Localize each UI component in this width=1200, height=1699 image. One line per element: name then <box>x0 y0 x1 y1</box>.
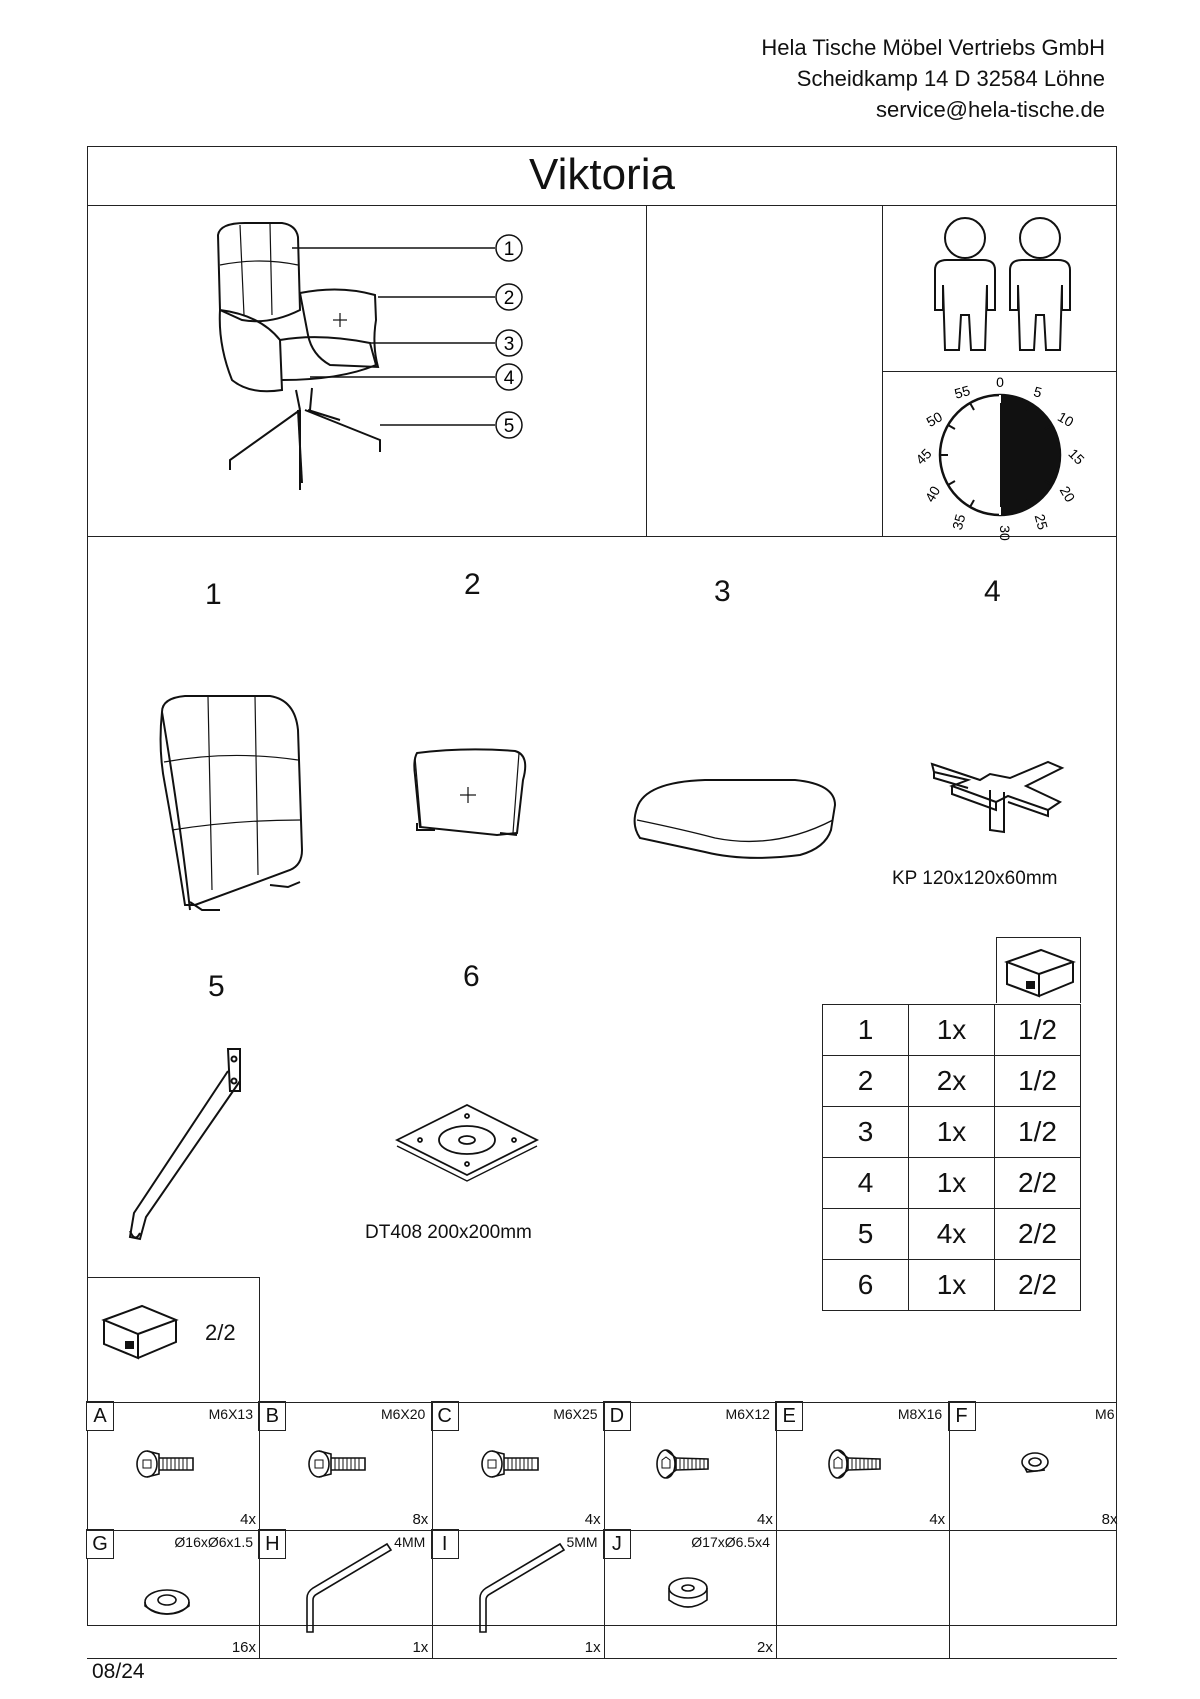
hardware-item-f <box>949 1402 1121 1530</box>
parts-table-cell-part: 6 <box>823 1260 909 1311</box>
part-leg-drawing <box>120 1045 260 1255</box>
hardware-spec: M6X12 <box>725 1406 770 1422</box>
divider <box>882 371 1117 372</box>
callout-label: 3 <box>503 334 515 355</box>
callout-label: 2 <box>503 288 515 309</box>
hardware-spec: Ø16xØ6x1.5 <box>174 1534 253 1550</box>
hardware-quantity: 4x <box>929 1511 946 1528</box>
company-address: Scheidkamp 14 D 32584 Löhne <box>796 66 1105 91</box>
divider <box>776 1402 777 1658</box>
part-cross-plate-drawing <box>930 750 1070 850</box>
part-6-caption: DT408 200x200mm <box>365 1222 532 1243</box>
timer-tick-label: 55 <box>952 382 972 402</box>
parts-table-row <box>823 1209 1081 1260</box>
hardware-item-c <box>432 1402 604 1530</box>
callout-5 <box>496 412 522 438</box>
parts-table-row <box>823 1005 1081 1056</box>
hardware-letter: C <box>431 1401 459 1431</box>
divider <box>259 1277 260 1402</box>
part-number-1: 1 <box>205 578 222 611</box>
parts-table-cell-part: 5 <box>823 1209 909 1260</box>
part-number-2: 2 <box>464 568 481 601</box>
part-number-4: 4 <box>984 575 1001 608</box>
timer-tick-label: 20 <box>1056 483 1079 505</box>
timer-tick-label: 15 <box>1065 445 1088 468</box>
divider <box>87 1658 1117 1659</box>
two-persons-icon <box>925 210 1085 360</box>
hardware-letter: D <box>603 1401 631 1431</box>
timer-tick-label: 10 <box>1054 408 1077 430</box>
hardware-letter: B <box>258 1401 286 1431</box>
parts-table-cell-qty: 1x <box>909 1005 995 1056</box>
hardware-item-i <box>432 1530 604 1658</box>
parts-table-cell-part: 2 <box>823 1056 909 1107</box>
hardware-spec: M8X16 <box>897 1406 943 1422</box>
timer-tick-label: 40 <box>921 483 944 505</box>
divider <box>87 1530 1117 1531</box>
parts-table-row <box>823 1107 1081 1158</box>
callout-label: 5 <box>503 416 515 437</box>
timer-tick-mark <box>970 500 974 507</box>
chair-back-shape <box>218 223 300 321</box>
hardware-letter: F <box>948 1401 976 1431</box>
hardware-quantity: 2x <box>757 1639 773 1656</box>
box-icon <box>100 1300 180 1364</box>
hardware-spec: M6X25 <box>553 1406 598 1422</box>
parts-table-cell-box: 1/2 <box>995 1107 1081 1158</box>
hardware-box-label: 2/2 <box>205 1320 236 1345</box>
parts-table-cell-part: 1 <box>823 1005 909 1056</box>
divider <box>87 1277 259 1278</box>
parts-table-box-header <box>996 937 1081 1003</box>
parts-table-cell-box: 1/2 <box>995 1056 1081 1107</box>
hardware-spec: M6 <box>1095 1406 1115 1422</box>
callout-4 <box>496 364 522 390</box>
parts-table-cell-part: 3 <box>823 1107 909 1158</box>
part-number-3: 3 <box>714 575 731 608</box>
parts-table <box>822 1004 1081 1311</box>
hardware-quantity: 4x <box>757 1511 773 1528</box>
divider <box>949 1402 950 1658</box>
timer-tick-label: 50 <box>923 408 946 430</box>
hardware-quantity: 4x <box>584 1511 601 1528</box>
hardware-item-d <box>604 1402 776 1530</box>
parts-table-row <box>823 1158 1081 1209</box>
callout-label: 1 <box>503 239 515 260</box>
hardware-spec: Ø17xØ6.5x4 <box>691 1534 770 1550</box>
hardware-item-a <box>87 1402 259 1530</box>
parts-table-cell-qty: 1x <box>909 1158 995 1209</box>
parts-table-cell-qty: 4x <box>909 1209 995 1260</box>
parts-table-row <box>823 1056 1081 1107</box>
company-info <box>761 32 1105 125</box>
hardware-letter: H <box>258 1529 286 1559</box>
hardware-letter: J <box>603 1529 631 1559</box>
part-armrest-drawing <box>405 745 535 845</box>
footer-date: 08/24 <box>92 1660 145 1683</box>
callout-1 <box>496 235 522 261</box>
hardware-item-e <box>776 1402 948 1530</box>
hardware-letter: G <box>86 1529 114 1559</box>
callout-3 <box>496 330 522 356</box>
company-email: service@hela-tische.de <box>876 97 1105 122</box>
hardware-spec: M6X13 <box>208 1406 253 1422</box>
hardware-item-h <box>259 1530 431 1658</box>
parts-table-cell-qty: 2x <box>909 1056 995 1107</box>
hardware-quantity: 8x <box>1101 1511 1118 1528</box>
divider <box>87 536 1117 537</box>
parts-table-cell-qty: 1x <box>909 1260 995 1311</box>
hardware-item-g <box>87 1530 259 1658</box>
timer-filled-segment <box>1000 395 1060 515</box>
hardware-quantity: 1x <box>412 1639 429 1656</box>
part-number-5: 5 <box>208 970 225 1003</box>
parts-table-cell-box: 2/2 <box>995 1158 1081 1209</box>
parts-table-row <box>823 1260 1081 1311</box>
divider <box>87 205 1117 206</box>
chair-overview-drawing <box>200 215 600 530</box>
timer-tick-mark <box>948 425 955 429</box>
hardware-spec: 5MM <box>566 1534 598 1550</box>
timer-tick-label: 45 <box>912 445 935 468</box>
timer-tick-label: 25 <box>1031 512 1052 532</box>
part-swivel-plate-drawing <box>395 1100 545 1180</box>
parts-table-cell-box: 1/2 <box>995 1005 1081 1056</box>
part-seat-cushion-drawing <box>625 770 845 870</box>
parts-table-cell-box: 2/2 <box>995 1209 1081 1260</box>
hardware-letter: A <box>86 1401 114 1431</box>
hardware-spec: M6X20 <box>380 1406 426 1422</box>
hardware-quantity: 16x <box>231 1639 256 1656</box>
part-number-6: 6 <box>463 960 480 993</box>
part-backrest-drawing <box>150 690 320 930</box>
hardware-quantity: 8x <box>412 1511 429 1528</box>
timer-tick-label: 0 <box>996 374 1004 390</box>
callout-label: 4 <box>503 368 515 389</box>
timer-tick-label: 5 <box>1031 383 1044 401</box>
callout-2 <box>496 284 522 310</box>
timer-tick-label: 30 <box>997 525 1013 541</box>
divider <box>259 1402 260 1658</box>
hardware-item-j <box>604 1530 776 1658</box>
part-4-caption: KP 120x120x60mm <box>892 868 1058 889</box>
hardware-item-b <box>259 1402 431 1530</box>
company-name: Hela Tische Möbel Vertriebs GmbH <box>761 35 1105 60</box>
box-icon <box>997 938 1081 1002</box>
timer-tick-label: 35 <box>948 512 969 532</box>
hardware-letter: E <box>775 1401 803 1431</box>
timer-tick-mark <box>970 403 974 410</box>
hardware-letter: I <box>431 1529 459 1559</box>
divider <box>87 1402 1117 1403</box>
hardware-quantity: 4x <box>240 1511 256 1528</box>
hardware-spec: 4MM <box>394 1534 426 1550</box>
parts-table-cell-box: 2/2 <box>995 1260 1081 1311</box>
assembly-time-icon <box>910 374 1090 541</box>
parts-table-cell-part: 4 <box>823 1158 909 1209</box>
parts-table-cell-qty: 1x <box>909 1107 995 1158</box>
divider <box>604 1402 605 1658</box>
divider <box>646 205 647 536</box>
timer-tick-mark <box>948 481 955 485</box>
divider <box>432 1402 433 1658</box>
product-title: Viktoria <box>529 150 675 199</box>
hardware-quantity: 1x <box>584 1639 601 1656</box>
